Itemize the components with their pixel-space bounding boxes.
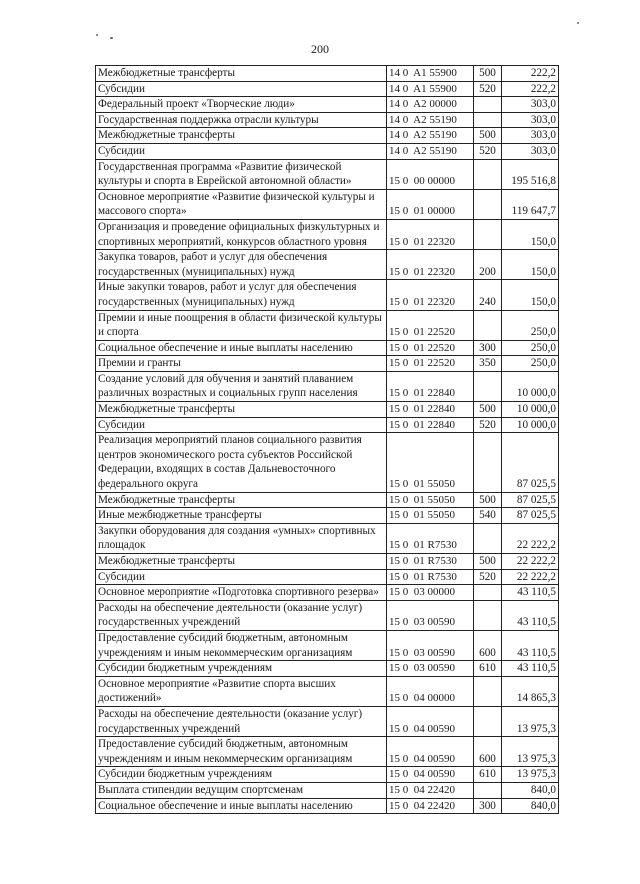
row-name-cell: Социальное обеспечение и иные выплаты населению — [96, 340, 387, 356]
row-name-cell: Субсидии бюджетным учреждениям — [96, 661, 387, 677]
row-code-cell: 15 0 01 22320 — [387, 219, 474, 249]
row-code-cell: 15 0 04 00590 — [387, 737, 474, 767]
row-amount-cell: 250,0 — [502, 356, 559, 372]
row-code-cell: 15 0 04 00590 — [387, 767, 474, 783]
row-expense-type-cell: 610 — [474, 767, 502, 783]
row-name-cell: Закупка товаров, работ и услуг для обеспечения государственных (муниципальных) нужд — [96, 250, 387, 280]
row-amount-cell: 87 025,5 — [502, 508, 559, 524]
scan-speck — [110, 37, 113, 39]
row-amount-cell: 14 865,3 — [502, 676, 559, 706]
row-amount-cell: 13 975,3 — [502, 706, 559, 736]
row-expense-type-cell — [474, 433, 502, 492]
table-row — [96, 371, 559, 401]
row-code-cell: 15 0 03 00000 — [387, 585, 474, 601]
row-name-cell: Основное мероприятие «Развитие физической культуры и массового спорта» — [96, 189, 387, 219]
table-row — [96, 630, 559, 660]
row-name-cell: Основное мероприятие «Подготовка спортивного резерва» — [96, 585, 387, 601]
table-row — [96, 600, 559, 630]
row-code-cell: 15 0 01 55050 — [387, 433, 474, 492]
row-code-cell: 15 0 01 R7530 — [387, 523, 474, 553]
row-expense-type-cell: 540 — [474, 508, 502, 524]
row-expense-type-cell: 610 — [474, 661, 502, 677]
row-name-cell: Иные межбюджетные трансферты — [96, 508, 387, 524]
row-amount-cell: 840,0 — [502, 798, 559, 814]
row-amount-cell: 303,0 — [502, 97, 559, 113]
row-code-cell: 15 0 04 00000 — [387, 676, 474, 706]
row-amount-cell: 150,0 — [502, 280, 559, 310]
row-name-cell: Создание условий для обучения и занятий плаванием различных возрастных и социальных групп населения — [96, 371, 387, 401]
row-expense-type-cell — [474, 676, 502, 706]
row-amount-cell: 10 000,0 — [502, 402, 559, 418]
row-amount-cell: 195 516,8 — [502, 159, 559, 189]
scan-speck — [577, 22, 579, 24]
row-code-cell: 14 0 A2 55190 — [387, 128, 474, 144]
row-expense-type-cell — [474, 706, 502, 736]
table-row — [96, 737, 559, 767]
table-row — [96, 569, 559, 585]
row-amount-cell: 43 110,5 — [502, 630, 559, 660]
row-name-cell: Реализация мероприятий планов социального развития центров экономического роста субъектов Российской Федерации, входящих в состав Дальневосточного федерального округа — [96, 433, 387, 492]
row-amount-cell: 150,0 — [502, 219, 559, 249]
table-row — [96, 189, 559, 219]
row-amount-cell: 840,0 — [502, 782, 559, 798]
row-name-cell: Межбюджетные трансферты — [96, 492, 387, 508]
row-amount-cell: 150,0 — [502, 250, 559, 280]
row-expense-type-cell: 520 — [474, 143, 502, 159]
row-expense-type-cell: 500 — [474, 66, 502, 82]
row-amount-cell: 250,0 — [502, 310, 559, 340]
table-row — [96, 417, 559, 433]
row-code-cell: 15 0 01 22840 — [387, 371, 474, 401]
row-amount-cell: 22 222,2 — [502, 523, 559, 553]
row-name-cell: Расходы на обеспечение деятельности (оказание услуг) государственных учреждений — [96, 600, 387, 630]
row-name-cell: Субсидии — [96, 417, 387, 433]
row-code-cell: 14 0 A1 55900 — [387, 66, 474, 82]
row-amount-cell: 303,0 — [502, 143, 559, 159]
row-amount-cell: 87 025,5 — [502, 433, 559, 492]
table-row — [96, 356, 559, 372]
page-number: 200 — [311, 42, 329, 56]
row-expense-type-cell — [474, 600, 502, 630]
row-name-cell: Межбюджетные трансферты — [96, 128, 387, 144]
row-code-cell: 15 0 01 22520 — [387, 340, 474, 356]
row-name-cell: Субсидии — [96, 569, 387, 585]
row-expense-type-cell: 500 — [474, 128, 502, 144]
row-name-cell: Федеральный проект «Творческие люди» — [96, 97, 387, 113]
row-name-cell: Предоставление субсидий бюджетным, автономным учреждениям и иным некоммерческим организациям — [96, 737, 387, 767]
row-expense-type-cell — [474, 219, 502, 249]
row-expense-type-cell — [474, 585, 502, 601]
row-code-cell: 15 0 01 22840 — [387, 402, 474, 418]
row-name-cell: Субсидии бюджетным учреждениям — [96, 767, 387, 783]
row-name-cell: Премии и иные поощрения в области физической культуры и спорта — [96, 310, 387, 340]
row-code-cell: 15 0 01 22320 — [387, 250, 474, 280]
table-row — [96, 706, 559, 736]
row-name-cell: Закупки оборудования для создания «умных» спортивных площадок — [96, 523, 387, 553]
row-name-cell: Социальное обеспечение и иные выплаты населению — [96, 798, 387, 814]
row-expense-type-cell — [474, 189, 502, 219]
row-code-cell: 14 0 A2 00000 — [387, 97, 474, 113]
row-amount-cell: 10 000,0 — [502, 371, 559, 401]
table-row — [96, 661, 559, 677]
budget-table — [95, 65, 559, 814]
table-row — [96, 159, 559, 189]
row-expense-type-cell: 500 — [474, 554, 502, 570]
row-code-cell: 15 0 01 55050 — [387, 492, 474, 508]
row-name-cell: Предоставление субсидий бюджетным, автономным учреждениям и иным некоммерческим организациям — [96, 630, 387, 660]
row-amount-cell: 10 000,0 — [502, 417, 559, 433]
row-name-cell: Субсидии — [96, 143, 387, 159]
row-code-cell: 15 0 03 00590 — [387, 600, 474, 630]
row-expense-type-cell — [474, 782, 502, 798]
table-row — [96, 143, 559, 159]
row-expense-type-cell: 520 — [474, 417, 502, 433]
row-name-cell: Организация и проведение официальных физкультурных и спортивных мероприятий, конкурсов областного уровня — [96, 219, 387, 249]
row-expense-type-cell: 520 — [474, 569, 502, 585]
table-row — [96, 280, 559, 310]
table-row — [96, 112, 559, 128]
row-code-cell: 15 0 01 R7530 — [387, 554, 474, 570]
row-expense-type-cell: 350 — [474, 356, 502, 372]
row-expense-type-cell: 240 — [474, 280, 502, 310]
table-row — [96, 402, 559, 418]
table-row — [96, 492, 559, 508]
table-row — [96, 66, 559, 82]
row-name-cell: Премии и гранты — [96, 356, 387, 372]
row-expense-type-cell: 300 — [474, 798, 502, 814]
row-amount-cell: 43 110,5 — [502, 661, 559, 677]
row-name-cell: Основное мероприятие «Развитие спорта высших достижений» — [96, 676, 387, 706]
row-code-cell: 15 0 01 R7530 — [387, 569, 474, 585]
table-row — [96, 81, 559, 97]
table-row — [96, 585, 559, 601]
table-row — [96, 798, 559, 814]
row-code-cell: 15 0 04 00590 — [387, 706, 474, 736]
row-expense-type-cell — [474, 310, 502, 340]
row-code-cell: 15 0 01 22320 — [387, 280, 474, 310]
row-amount-cell: 13 975,3 — [502, 767, 559, 783]
row-expense-type-cell: 200 — [474, 250, 502, 280]
row-name-cell: Иные закупки товаров, работ и услуг для обеспечения государственных (муниципальных) нужд — [96, 280, 387, 310]
row-code-cell: 15 0 03 00590 — [387, 630, 474, 660]
table-row — [96, 340, 559, 356]
table-row — [96, 554, 559, 570]
row-expense-type-cell: 500 — [474, 402, 502, 418]
table-row — [96, 508, 559, 524]
row-expense-type-cell: 500 — [474, 492, 502, 508]
row-amount-cell: 119 647,7 — [502, 189, 559, 219]
table-row — [96, 782, 559, 798]
row-name-cell: Государственная программа «Развитие физической культуры и спорта в Еврейской автономной области» — [96, 159, 387, 189]
row-amount-cell: 87 025,5 — [502, 492, 559, 508]
row-amount-cell: 303,0 — [502, 112, 559, 128]
row-expense-type-cell — [474, 523, 502, 553]
row-name-cell: Расходы на обеспечение деятельности (оказание услуг) государственных учреждений — [96, 706, 387, 736]
row-expense-type-cell — [474, 371, 502, 401]
row-name-cell: Межбюджетные трансферты — [96, 402, 387, 418]
table-row — [96, 250, 559, 280]
budget-table-body — [96, 66, 559, 814]
row-expense-type-cell — [474, 97, 502, 113]
row-amount-cell: 22 222,2 — [502, 569, 559, 585]
row-expense-type-cell: 600 — [474, 630, 502, 660]
row-code-cell: 15 0 04 22420 — [387, 798, 474, 814]
row-code-cell: 15 0 04 22420 — [387, 782, 474, 798]
row-name-cell: Межбюджетные трансферты — [96, 554, 387, 570]
row-code-cell: 14 0 A2 55190 — [387, 112, 474, 128]
row-code-cell: 14 0 A2 55190 — [387, 143, 474, 159]
row-expense-type-cell: 600 — [474, 737, 502, 767]
row-code-cell: 15 0 01 00000 — [387, 189, 474, 219]
row-amount-cell: 222,2 — [502, 66, 559, 82]
row-expense-type-cell: 520 — [474, 81, 502, 97]
row-expense-type-cell: 300 — [474, 340, 502, 356]
row-amount-cell: 13 975,3 — [502, 737, 559, 767]
scan-speck — [96, 34, 98, 36]
row-code-cell: 15 0 01 55050 — [387, 508, 474, 524]
table-row — [96, 97, 559, 113]
row-amount-cell: 250,0 — [502, 340, 559, 356]
row-expense-type-cell — [474, 112, 502, 128]
row-code-cell: 15 0 03 00590 — [387, 661, 474, 677]
row-code-cell: 15 0 01 22520 — [387, 356, 474, 372]
row-code-cell: 15 0 01 22840 — [387, 417, 474, 433]
row-amount-cell: 303,0 — [502, 128, 559, 144]
table-row — [96, 767, 559, 783]
row-name-cell: Субсидии — [96, 81, 387, 97]
row-name-cell: Выплата стипендии ведущим спортсменам — [96, 782, 387, 798]
table-row — [96, 310, 559, 340]
table-row — [96, 128, 559, 144]
table-row — [96, 219, 559, 249]
row-amount-cell: 43 110,5 — [502, 600, 559, 630]
row-code-cell: 15 0 00 00000 — [387, 159, 474, 189]
table-row — [96, 523, 559, 553]
row-name-cell: Межбюджетные трансферты — [96, 66, 387, 82]
table-row — [96, 433, 559, 492]
row-expense-type-cell — [474, 159, 502, 189]
row-amount-cell: 43 110,5 — [502, 585, 559, 601]
row-amount-cell: 22 222,2 — [502, 554, 559, 570]
row-code-cell: 15 0 01 22520 — [387, 310, 474, 340]
table-row — [96, 676, 559, 706]
row-amount-cell: 222,2 — [502, 81, 559, 97]
row-name-cell: Государственная поддержка отрасли культуры — [96, 112, 387, 128]
row-code-cell: 14 0 A1 55900 — [387, 81, 474, 97]
